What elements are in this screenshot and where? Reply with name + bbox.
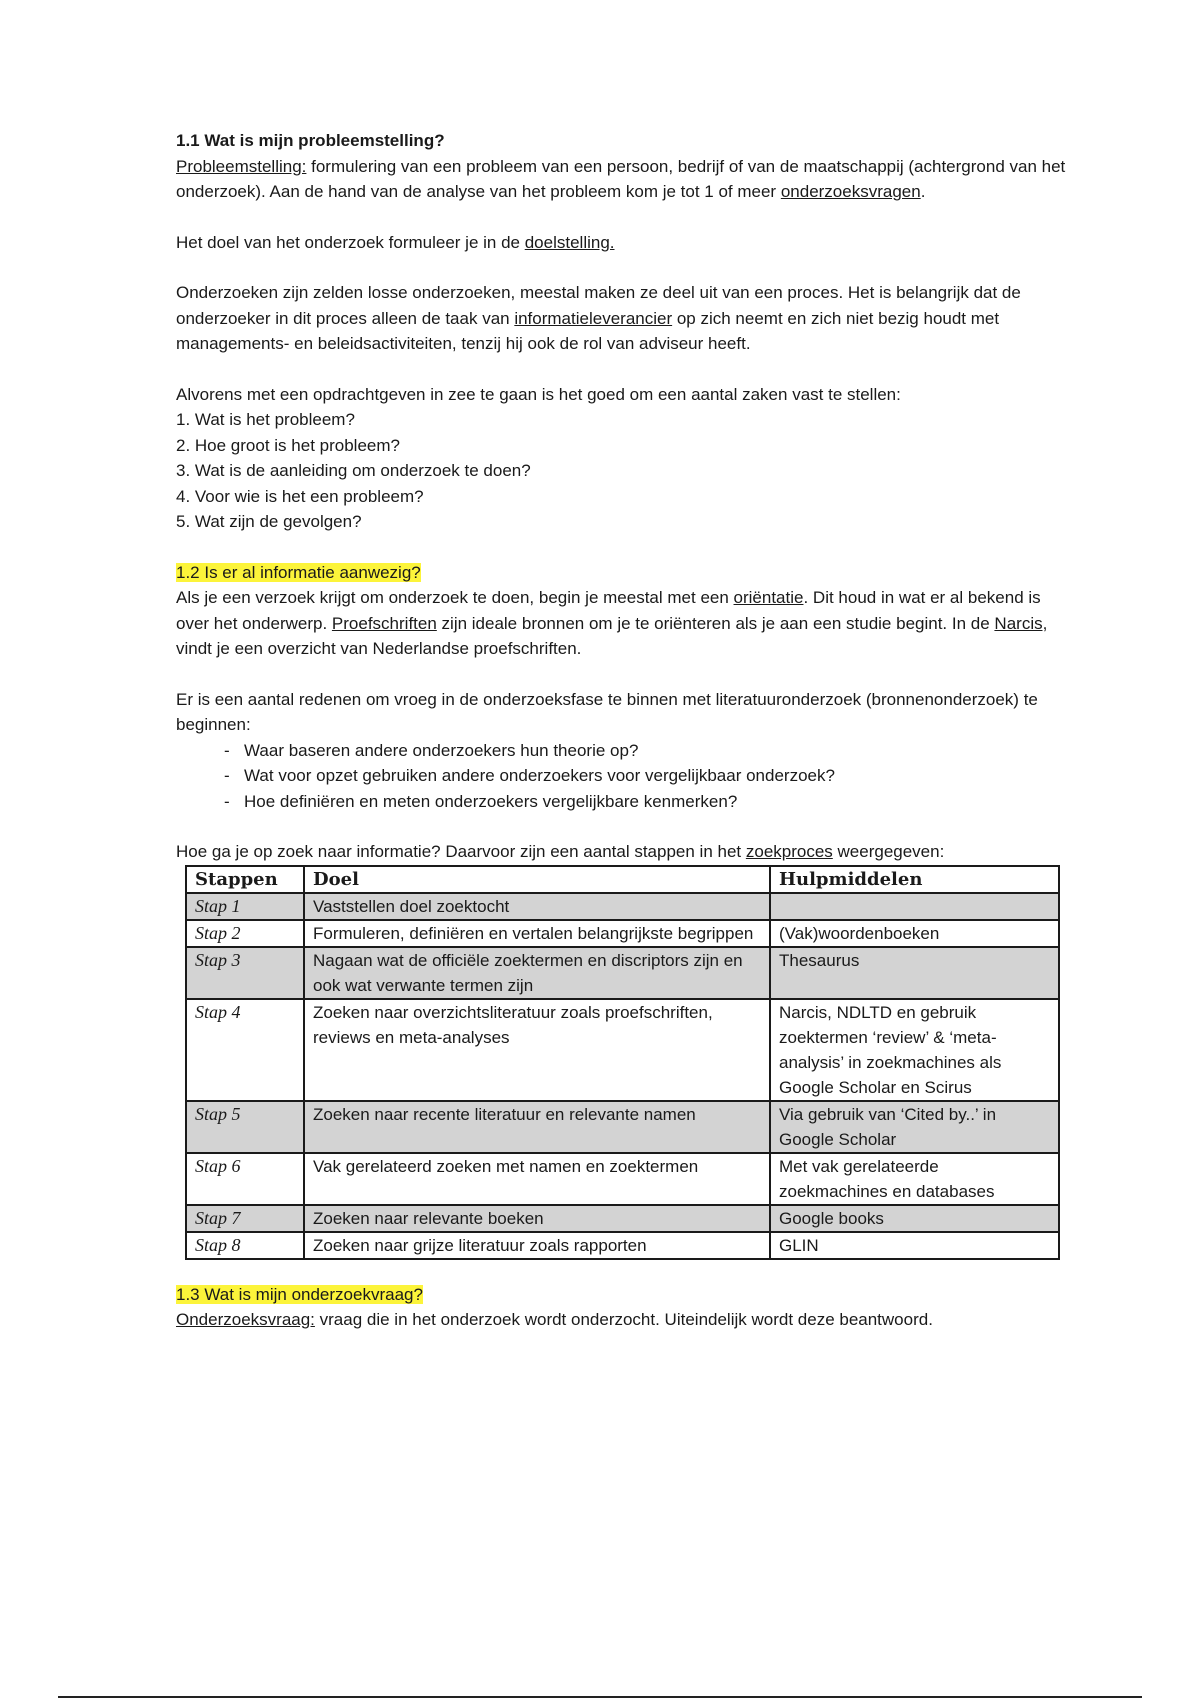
page-bottom-rule <box>58 1696 1142 1698</box>
table-row: Stap 2 Formuleren, definiëren en vertalen belangrijkste begrippen (Vak)woordenboeken <box>186 920 1059 947</box>
orientatie-term: oriëntatie <box>733 588 804 607</box>
reasons-list <box>176 738 1066 815</box>
definition-term: Probleemstelling: <box>176 156 307 176</box>
list-item: 1. Wat is het probleem? <box>176 410 355 429</box>
table-row: Stap 5 Zoeken naar recente literatuur en relevante namen Via gebruik van ‘Cited by..’ in Google Scholar <box>186 1101 1059 1153</box>
informatieleverancier-term: informatieleverancier <box>514 308 673 328</box>
table-row: Stap 8 Zoeken naar grijze literatuur zoals rapporten GLIN <box>186 1232 1059 1259</box>
questions-intro: Alvorens met een opdrachtgeven in zee te gaan is het goed om een aantal zaken vast te stellen: <box>176 384 901 404</box>
narcis-term: Narcis, <box>994 613 1048 633</box>
goal-paragraph: Het doel van het onderzoek formuleer je in de doelstelling. <box>176 232 615 252</box>
table-intro: Hoe ga je op zoek naar informatie? Daarvoor zijn een aantal stappen in het zoekproces weergegeven: <box>176 842 945 861</box>
doelstelling-term: doelstelling. <box>524 232 615 252</box>
section-3-heading: 1.3 Wat is mijn onderzoekvraag? <box>176 1284 423 1304</box>
table-row: Stap 4 Zoeken naar overzichtsliteratuur zoals proefschriften, reviews en meta-analyses Narcis, NDLTD en gebruik zoektermen ‘review’ & ‘meta-analysis’ in zoekmachines als Google Scholar en Scirus <box>186 999 1059 1101</box>
questions-list <box>176 407 1066 535</box>
list-item: - Hoe definiëren en meten onderzoekers vergelijkbare kenmerken? <box>224 789 1066 815</box>
definition-term: Onderzoeksvraag: <box>176 1310 315 1329</box>
column-header: Doel <box>304 866 770 893</box>
list-item: 5. Wat zijn de gevolgen? <box>176 512 362 531</box>
proefschriften-term: Proefschriften <box>331 613 437 633</box>
onderzoeksvragen-link: onderzoeksvragen <box>780 182 921 201</box>
column-header: Stappen <box>186 866 304 893</box>
table-row: Stap 3 Nagaan wat de officiële zoektermen en discriptors zijn en ook wat verwante termen zijn Thesaurus <box>186 947 1059 999</box>
search-steps-table <box>185 865 1060 1260</box>
section-2-heading: 1.2 Is er al informatie aanwezig? <box>176 562 421 582</box>
document-page <box>176 128 1066 1333</box>
list-item: 2. Hoe groot is het probleem? <box>176 435 400 455</box>
table-header-row <box>186 866 1059 893</box>
list-item: 3. Wat is de aanleiding om onderzoek te doen? <box>176 461 531 480</box>
process-paragraph: Onderzoeken zijn zelden losse onderzoeken, meestal maken ze deel uit van een proces. Het is belangrijk dat de onderzoeker in dit proces alleen de taak van informatieleverancier op zich neemt en zich niet bezig houdt met managements- en beleidsactiviteiten, tenzij hij ook de rol van adviseur heeft. <box>176 283 1021 353</box>
zoekproces-term: zoekproces <box>745 842 833 861</box>
section-1-heading: 1.1 Wat is mijn probleemstelling? <box>176 131 445 150</box>
reasons-intro: Er is een aantal redenen om vroeg in de onderzoeksfase te binnen met literatuuronderzoek (bronnenonderzoek) te beginnen: <box>176 689 1038 734</box>
list-item: - Waar baseren andere onderzoekers hun theorie op? <box>224 738 1066 764</box>
list-item: 4. Voor wie is het een probleem? <box>176 486 424 506</box>
problem-definition: Probleemstelling: formulering van een probleem van een persoon, bedrijf of van de maatschappij (achtergrond van het onderzoek). Aan de hand van de analyse van het probleem kom je tot 1 of meer onderzoeksvragen. <box>176 156 1066 201</box>
list-item: - Wat voor opzet gebruiken andere onderzoekers voor vergelijkbaar onderzoek? <box>224 763 1066 789</box>
column-header: Hulpmiddelen <box>770 866 1059 893</box>
table-row: Stap 6 Vak gerelateerd zoeken met namen en zoektermen Met vak gerelateerde zoekmachines en databases <box>186 1153 1059 1205</box>
table-row: Stap 7 Zoeken naar relevante boeken Google books <box>186 1205 1059 1232</box>
research-question-definition: Onderzoeksvraag: vraag die in het onderzoek wordt onderzocht. Uiteindelijk wordt deze beantwoord. <box>176 1310 933 1329</box>
table-row: Stap 1 Vaststellen doel zoektocht <box>186 893 1059 920</box>
orientation-paragraph: Als je een verzoek krijgt om onderzoek te doen, begin je meestal met een oriëntatie. Dit houd in wat er al bekend is over het onderwerp. Proefschriften zijn ideale bronnen om je te oriënteren als je aan een studie begint. In de Narcis, vindt je een overzicht van Nederlandse proefschriften. <box>176 588 1048 658</box>
